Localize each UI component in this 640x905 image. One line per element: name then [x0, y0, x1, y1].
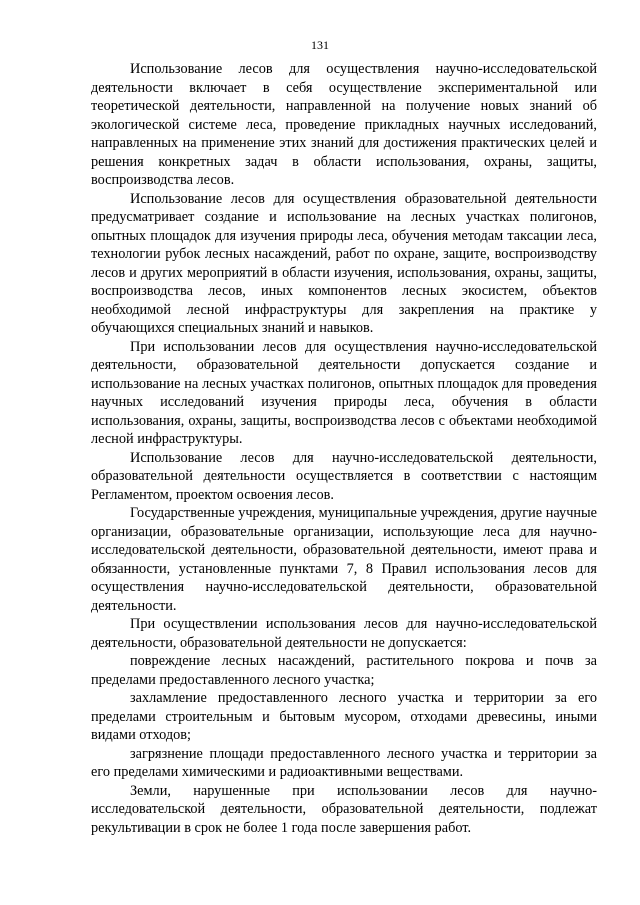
list-item: повреждение лесных насаждений, растительного покрова и почв за пределами предоставленного лесного участка; [91, 653, 597, 688]
paragraph: При использовании лесов для осуществления научно-исследовательской деятельности, образовательной деятельности допускается создание и использование на лесных участках полигонов, опытных площадок для проведения научных исследований изучения природы леса, обучения в области использования, охраны, защиты, воспроизводства лесов с объектами необходимой лесной инфраструктуры. [91, 338, 597, 447]
document-body [91, 60, 597, 837]
paragraph: Использование лесов для осуществления образовательной деятельности предусматривает создание и использование на лесных участках полигонов, опытных площадок для изучения природы леса, обучения методам таксации леса, технологии рубок лесных насаждений, работ по охране, защите, воспроизводству лесов и других мероприятий в области изучения, использования, охраны, защиты, воспроизводства лесов, иных компонентов лесных экосистем, объектов необходимой лесной инфраструктуры для закрепления на практике у обучающихся специальных знаний и навыков. [91, 190, 597, 336]
page-number: 131 [311, 38, 329, 52]
paragraph: Использование лесов для научно-исследовательской деятельности, образовательной деятельности осуществляется в соответствии с настоящим Регламентом, проектом освоения лесов. [91, 449, 597, 503]
list-item: загрязнение площади предоставленного лесного участка и территории за его пределами химическими и радиоактивными веществами. [91, 745, 597, 780]
paragraph: Государственные учреждения, муниципальные учреждения, другие научные организации, образовательные организации, использующие леса для научно-исследовательской деятельности, образовательной деятельности, имеют права и обязанности, установленные пунктами 7, 8 Правил использования лесов для осуществления научно-исследовательской деятельности, образовательной деятельности. [91, 505, 597, 614]
paragraph: Земли, нарушенные при использовании лесов для научно-исследовательской деятельности, образовательной деятельности, подлежат рекультивации в срок не более 1 года после завершения работ. [91, 782, 597, 836]
paragraph: Использование лесов для осуществления научно-исследовательской деятельности включает в себя осуществление экспериментальной или теоретической деятельности, направленной на получение новых знаний об экологической системе леса, проведение прикладных научных исследований, направленных на применение этих знаний для достижения практических целей и решения конкретных задач в области использования, охраны, защиты, воспроизводства лесов. [91, 61, 597, 188]
list-item: захламление предоставленного лесного участка и территории за его пределами строительным и бытовым мусором, отходами древесины, иными видами отходов; [91, 690, 597, 743]
paragraph: При осуществлении использования лесов для научно-исследовательской деятельности, образовательной деятельности не допускается: [91, 616, 597, 651]
